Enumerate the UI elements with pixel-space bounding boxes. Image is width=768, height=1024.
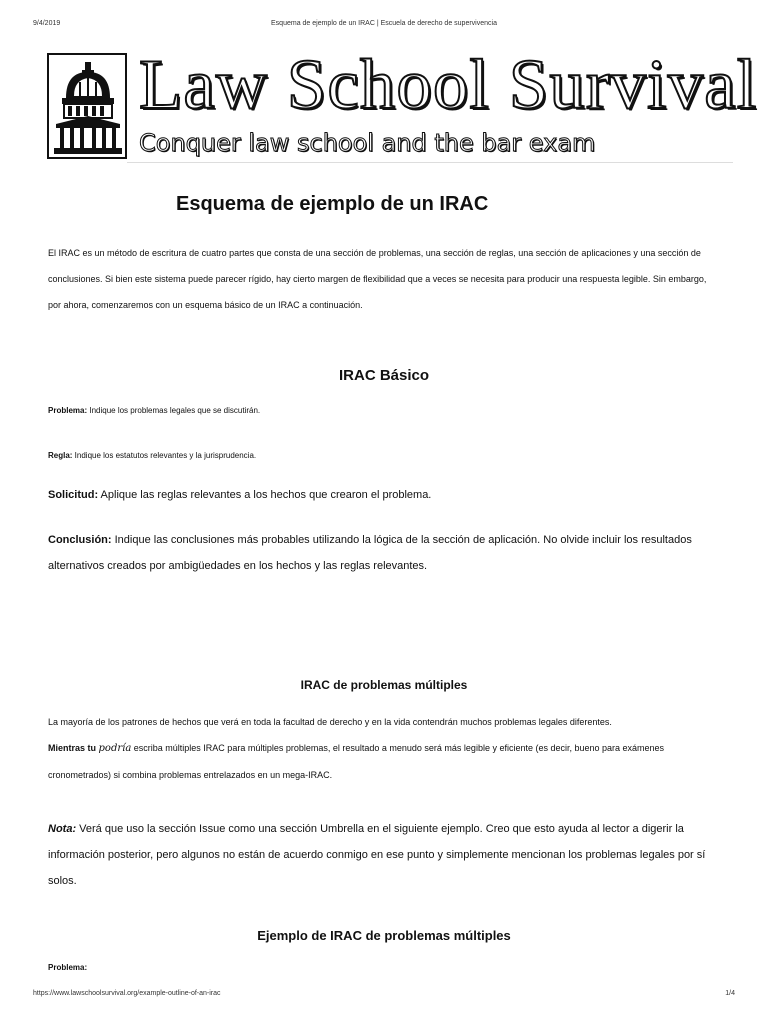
example-problem-label: Problema:: [48, 963, 88, 972]
application-text: Aplique las reglas relevantes a los hechos que crearon el problema.: [98, 489, 432, 501]
site-logo[interactable]: [47, 53, 127, 159]
section-heading-basic: IRAC Básico: [338, 367, 430, 384]
multi-paragraph-2-emphasis: podría: [98, 743, 132, 754]
note-paragraph: [48, 816, 720, 894]
basic-conclusion-item: [48, 527, 720, 579]
print-page-title: Esquema de ejemplo de un IRAC | Escuela de derecho de supervivencia: [271, 20, 497, 27]
problem-label: Problema:: [48, 406, 88, 415]
multi-paragraph-2-start: Mientras tu: [48, 743, 99, 753]
basic-rule-item: [48, 449, 720, 463]
section-heading-multi: IRAC de problemas múltiples: [300, 678, 468, 692]
banner-divider: [127, 162, 733, 163]
note-label: Nota:: [48, 823, 77, 835]
basic-application-item: [48, 482, 720, 508]
rule-label: Regla:: [48, 451, 73, 460]
print-url[interactable]: https://www.lawschoolsurvival.org/example-outline-of-an-irac: [33, 990, 221, 997]
print-footer: [33, 990, 735, 1002]
intro-paragraph: El IRAC es un método de escritura de cuatro partes que consta de una sección de problemas, una sección de reglas, una sección de aplicaciones y una sección de conclusiones. Si bien este sistema puede parecer rígido, hay cierto margen de flexibilidad que a veces se necesita para producir una respuesta legible. Sin embargo, por ahora, comenzaremos con un esquema básico de un IRAC a continuación.: [48, 248, 707, 310]
section-heading-example: Ejemplo de IRAC de problemas múltiples: [257, 928, 511, 943]
page-number: 1/4: [725, 990, 735, 997]
multi-paragraph-1: La mayoría de los patrones de hechos que verá en toda la facultad de derecho y en la vida contendrán muchos problemas legales diferentes.: [48, 717, 612, 727]
site-banner[interactable]: [47, 46, 758, 163]
basic-problem-item: [48, 404, 720, 418]
conclusion-label: Conclusión:: [48, 534, 112, 546]
application-label: Solicitud:: [48, 489, 99, 501]
note-text: Verá que uso la sección Issue como una sección Umbrella en el siguiente ejemplo. Creo que esto ayuda al lector a digerir la información posterior, pero algunos no están de acuerdo conmigo en ese punto y simplemente mencionan los problemas legales por sí solos.: [48, 823, 706, 887]
site-tagline: Conquer law school and the bar exam: [139, 129, 596, 157]
article-body: [48, 190, 720, 974]
print-header: [33, 20, 735, 32]
page-title: Esquema de ejemplo de un IRAC: [176, 193, 489, 215]
problem-text: Indique los problemas legales que se discutirán.: [87, 406, 261, 415]
capitol-building-icon: [52, 58, 124, 156]
rule-text: Indique los estatutos relevantes y la jurisprudencia.: [72, 451, 257, 460]
site-name[interactable]: Law School Survival: [139, 46, 758, 124]
conclusion-text: Indique las conclusiones más probables utilizando la lógica de la sección de aplicación. No olvide incluir los resultados alternativos creados por ambigüedades en los hechos y las reglas relevantes.: [48, 534, 692, 572]
multi-paragraph-2-rest: escriba múltiples IRAC para múltiples problemas, el resultado a menudo será más legible y eficiente (es decir, bueno para exámenes cronometrados) si combina problemas entrelazados en un mega-IRAC.: [48, 743, 665, 780]
multi-paragraph-2: [48, 735, 720, 788]
print-date: 9/4/2019: [33, 20, 61, 27]
